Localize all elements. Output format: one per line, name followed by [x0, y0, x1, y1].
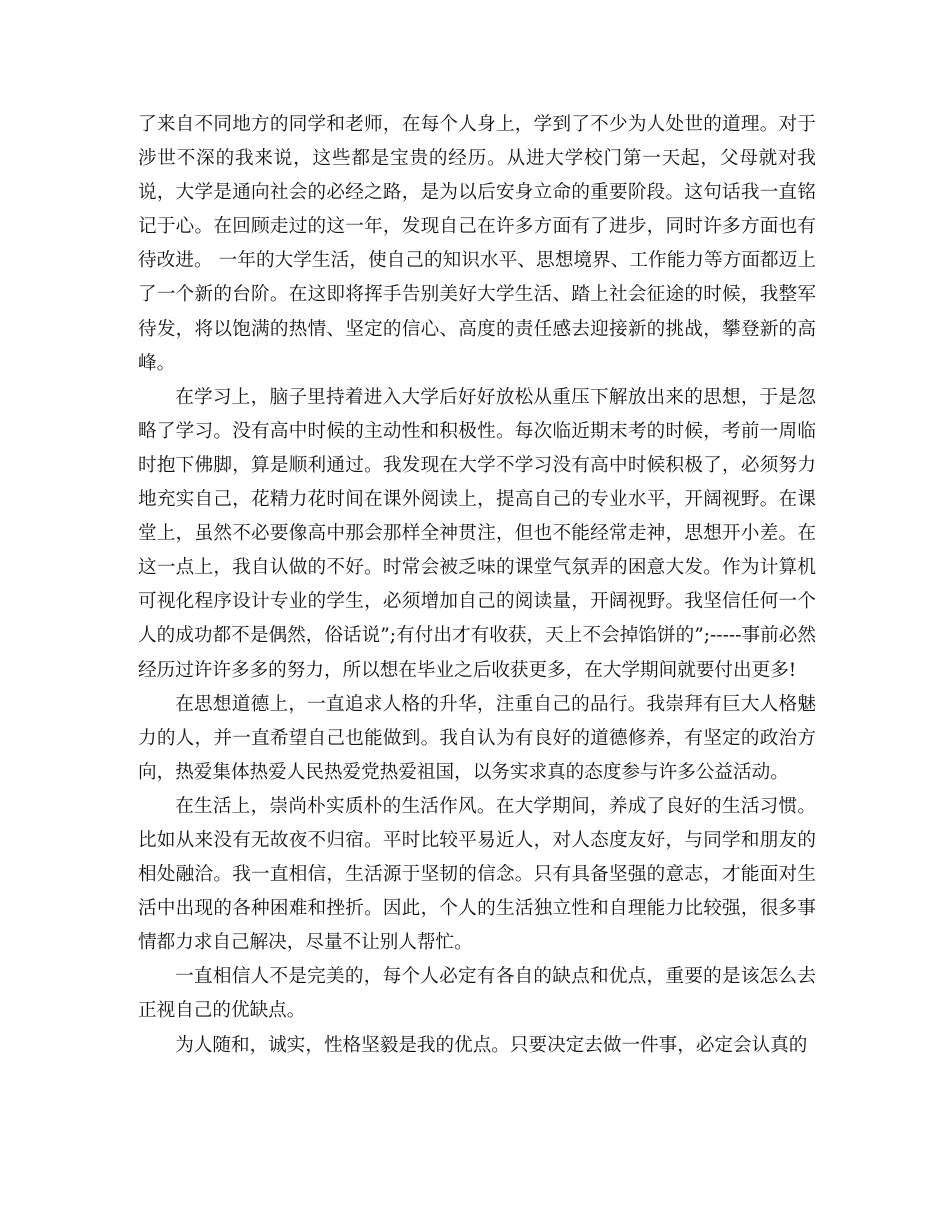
- paragraph-study: 在学习上，脑子里持着进入大学后好好放松从重压下解放出来的思想，于是忽略了学习。没有高中时候的主动性和积极性。每次临近期末考的时候，考前一周临时抱下佛脚，算是顺利通过。我发现在大学不学习没有高中时候积极了，必须努力地充实自己，花精力花时间在课外阅读上，提高自己的专业水平，开阔视野。在课堂上，虽然不必要像高中那会那样全神贯注，但也不能经常走神，思想开小差。在这一点上，我自认做的不好。时常会被乏味的课堂气氛弄的困意大发。作为计算机可视化程序设计专业的学生，必须增加自己的阅读量，开阔视野。我坚信任何一个人的成功都不是偶然，俗话说”;有付出才有收获，天上不会掉馅饼的”;-----事前必然经历过许许多多的努力，所以想在毕业之后收获更多，在大学期间就要付出更多!: [138, 386, 816, 681]
- paragraph-intro: 了来自不同地方的同学和老师，在每个人身上，学到了不少为人处世的道理。对于涉世不深的我来说，这些都是宝贵的经历。从进大学校门第一天起，父母就对我说，大学是通向社会的必经之路，是为以后安身立命的重要阶段。这句话我一直铭记于心。在回顾走过的这一年，发现自己在许多方面有了进步，同时许多方面也有待改进。 一年的大学生活，使自己的知识水平、思想境界、工作能力等方面都迈上了一个新的台阶。在这即将挥手告别美好大学生活、踏上社会征途的时候，我整军待发，将以饱满的热情、坚定的信心、高度的责任感去迎接新的挑战，攀登新的高峰。: [138, 114, 816, 374]
- paragraph-imperfection: 一直相信人不是完美的，每个人必定有各自的缺点和优点，重要的是该怎么去正视自己的优缺点。: [138, 966, 816, 1022]
- paragraph-morality: 在思想道德上，一直追求人格的升华，注重自己的品行。我崇拜有巨大人格魅力的人，并一直希望自己也能做到。我自认为有良好的道德修养，有坚定的政治方向，热爱集体热爱人民热爱党热爱祖国，以务实求真的态度参与许多公益活动。: [138, 693, 816, 783]
- paragraph-life: 在生活上，崇尚朴实质朴的生活作风。在大学期间，养成了良好的生活习惯。比如从来没有无故夜不归宿。平时比较平易近人，对人态度友好，与同学和朋友的相处融洽。我一直相信，生活源于坚韧的信念。只有具备坚强的意志，才能面对生活中出现的各种困难和挫折。因此，个人的生活独立性和自理能力比较强，很多事情都力求自己解决，尽量不让别人帮忙。: [138, 795, 816, 954]
- paragraph-strengths: 为人随和，诚实，性格坚毅是我的优点。只要决定去做一件事，必定会认真的: [175, 1034, 808, 1056]
- document-body: [138, 108, 816, 1063]
